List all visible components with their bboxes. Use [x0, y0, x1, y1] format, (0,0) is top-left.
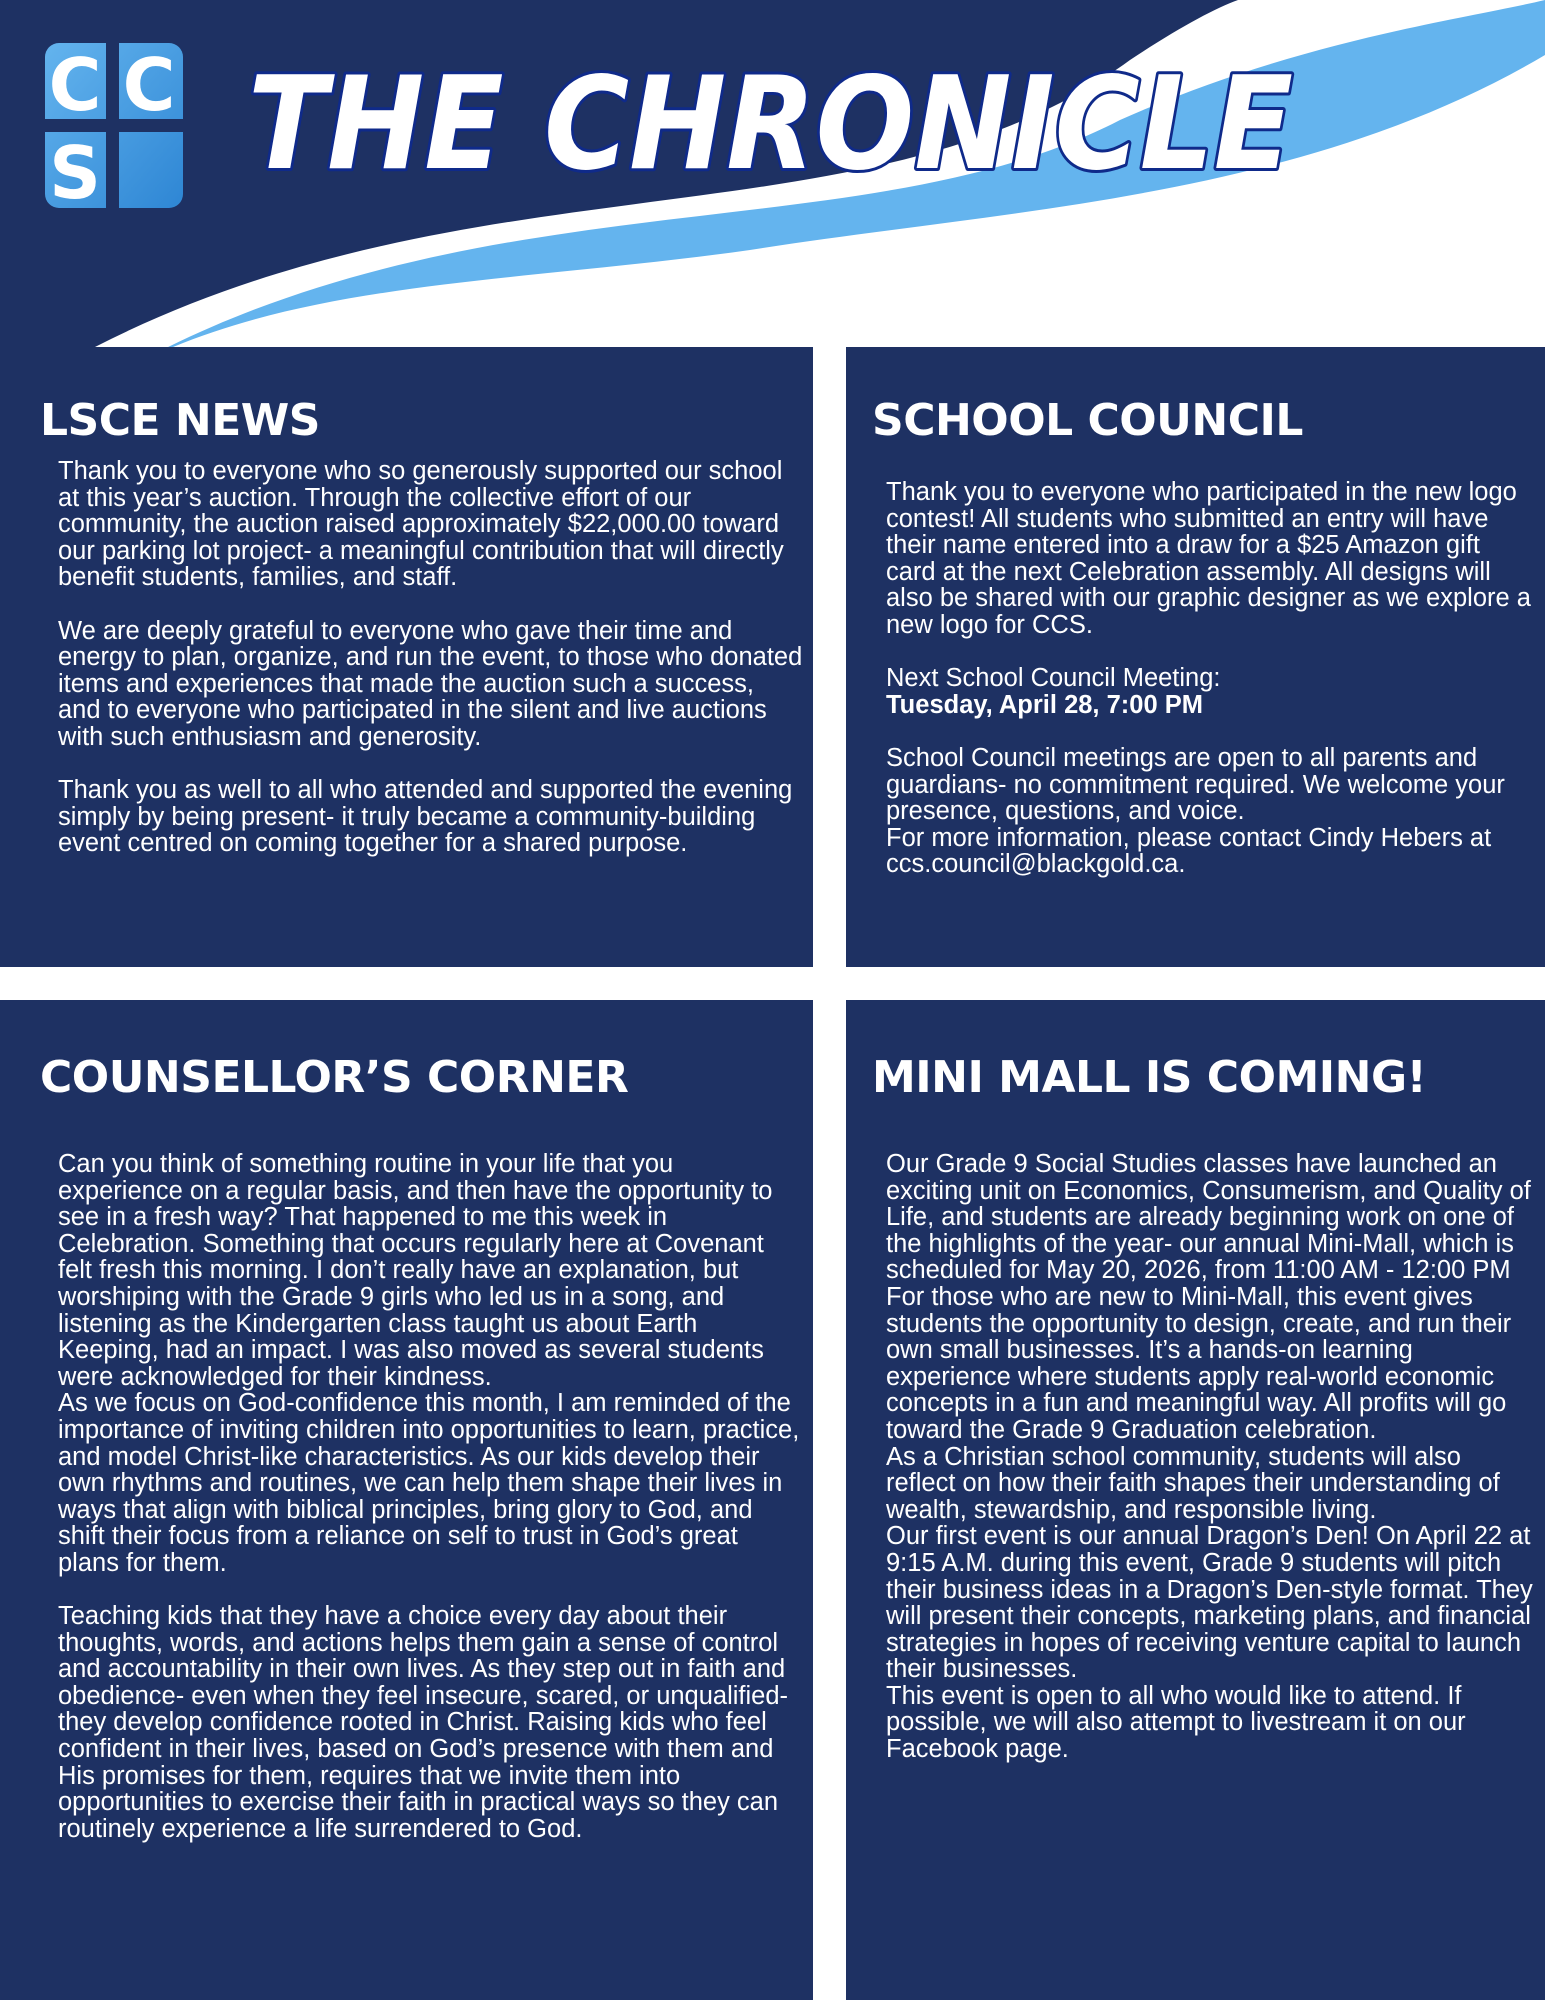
council-intro: Thank you to everyone who participated in the new logo contest! All students who submitted an entry will have their name entered into a draw for a $25 Amazon gift card at the next Celebration assembly. All designs will also be shared with our graphic designer as we explore a new logo for CCS.	[886, 478, 1531, 639]
school-council-heading: SCHOOL COUNCIL	[872, 395, 1303, 446]
lsce-paragraph-2: We are deeply grateful to everyone who gave their time and energy to plan, organize, and run the event, to those who donated items and experiences that made the auction such a success, and to everyone who participated in the silent and live auctions with such enthusiasm and generosity.	[58, 616, 803, 751]
lsce-news-heading: LSCE NEWS	[40, 395, 320, 446]
mini-mall-paragraph-1: Our Grade 9 Social Studies classes have launched an exciting unit on Economics, Consumerism, and Quality of Life, and students are already beginning work on one of the highlights of the year- our annual Mini-Mall, which is scheduled for May 20, 2026, from 11:00 AM - 12:00 PM	[886, 1150, 1531, 1285]
logo-letter-c2: C	[122, 43, 176, 127]
logo-letter-c1: C	[48, 43, 102, 127]
council-open-text: School Council meetings are open to all parents and guardians- no commitment required. We welcome your presence, questions, and voice.	[886, 743, 1505, 826]
counsellors-corner-heading: COUNSELLOR’S CORNER	[40, 1052, 629, 1103]
counsellors-corner-section	[0, 1000, 813, 2000]
masthead-title-graphic	[0, 0, 1545, 260]
masthead-header	[0, 0, 1545, 347]
school-council-body	[886, 479, 1536, 878]
lsce-news-body	[58, 458, 803, 857]
counsellor-paragraph-1: Can you think of something routine in your life that you experience on a regular basis, and then have the opportunity to see in a fresh way? That happened to me this week in Celebration. Something that occurs regularly here at Covenant felt fresh this morning. I don’t really have an explanation, but worshiping with the Grade 9 girls who led us in a song, and listening as the Kindergarten class taught us about Earth Keeping, had an impact. I was also moved as several students were acknowledged for their kindness.	[58, 1150, 773, 1391]
lsce-news-section	[0, 347, 813, 967]
counsellors-corner-body	[58, 1151, 803, 1842]
mini-mall-section	[846, 1000, 1545, 2000]
counsellor-paragraph-2: As we focus on God-confidence this month, I am reminded of the importance of inviting children into opportunities to learn, practice, and model Christ-like characteristics. As our kids develop their own rhythms and routines, we can help them shape their lives in ways that align with biblical principles, bring glory to God, and shift their focus from a reliance on self to trust in God’s great plans for them.	[58, 1389, 800, 1577]
mini-mall-paragraph-5: This event is open to all who would like to attend. If possible, we will also attempt to livestream it on our Facebook page.	[886, 1681, 1466, 1764]
lsce-paragraph-3: Thank you as well to all who attended and supported the evening simply by being present- it truly became a community-building event centred on coming together for a shared purpose.	[58, 776, 793, 858]
council-meeting-label: Next School Council Meeting:	[886, 664, 1221, 693]
school-council-section	[846, 347, 1545, 967]
council-meeting-date: Tuesday, April 28, 7:00 PM	[886, 690, 1203, 719]
mini-mall-paragraph-3: As a Christian school community, students will also reflect on how their faith shapes their understanding of wealth, stewardship, and responsible living.	[886, 1442, 1500, 1524]
mini-mall-paragraph-4: Our first event is our annual Dragon’s Den! On April 22 at 9:15 A.M. during this event, Grade 9 students will pitch their business ideas in a Dragon’s Den-style format. They will present their concepts, marketing plans, and financial strategies in hopes of receiving venture capital to launch their businesses.	[886, 1522, 1533, 1684]
mini-mall-body	[886, 1151, 1536, 1763]
mini-mall-paragraph-2: For those who are new to Mini-Mall, this event gives students the opportunity to design, create, and run their own small businesses. It’s a hands-on learning experience where students apply real-world economic concepts in a fun and meaningful way. All profits will go toward the Grade 9 Graduation celebration.	[886, 1282, 1512, 1444]
logo-letter-s: S	[49, 131, 101, 208]
council-contact-text: For more information, please contact Cindy Hebers at ccs.council@blackgold.ca.	[886, 823, 1492, 879]
masthead-title: THE CHRONICLE	[248, 50, 1293, 199]
lsce-paragraph-1: Thank you to everyone who so generously supported our school at this year’s auction. Through the collective effort of our community, the auction raised approximately $22,000.00 toward our parking lot project- a meaningful contribution that will directly benefit students, families, and staff.	[58, 457, 784, 592]
counsellor-paragraph-3: Teaching kids that they have a choice every day about their thoughts, words, and actions helps them gain a sense of control and accountability in their own lives. As they step out in faith and obedience- even when they feel insecure, scared, or unqualified- they develop confidence rooted in Christ. Raising kids who feel confident in their lives, based on God’s presence with them and His promises for them, requires that we invite them into opportunities to exercise their faith in practical ways so they can routinely experience a life surrendered to God.	[58, 1602, 789, 1843]
mini-mall-heading: MINI MALL IS COMING!	[872, 1052, 1427, 1103]
